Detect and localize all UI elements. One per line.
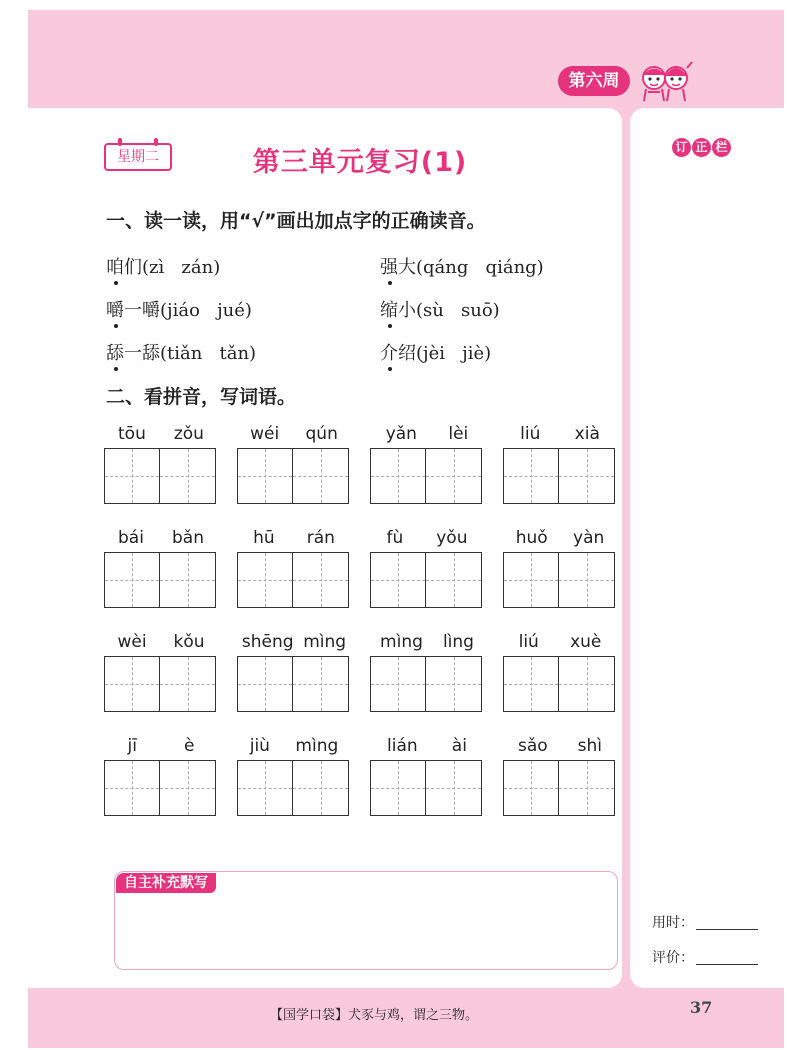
- page-title: 第三单元复习(1): [252, 147, 468, 178]
- writing-cell[interactable]: [503, 760, 559, 816]
- tianzige-grid: [104, 656, 218, 712]
- page-number: 37: [690, 998, 713, 1017]
- pinyin-syllable: tōu: [118, 424, 146, 444]
- writing-cell[interactable]: [293, 552, 349, 608]
- word-item: [503, 424, 617, 504]
- word-item: [104, 424, 218, 504]
- tianzige-grid: [370, 448, 484, 504]
- word-item: [370, 424, 484, 504]
- pinyin-label: [104, 528, 218, 552]
- week-badge: 第六周: [558, 66, 630, 96]
- writing-cell[interactable]: [559, 552, 615, 608]
- writing-cell[interactable]: [293, 656, 349, 712]
- word-item: [237, 632, 351, 712]
- section-2-heading: 二、看拼音，写词语。: [106, 386, 297, 408]
- pinyin-label: [104, 424, 218, 448]
- pinyin-syllable: rán: [306, 528, 335, 548]
- writing-cell[interactable]: [559, 448, 615, 504]
- rating-blank[interactable]: [696, 964, 758, 965]
- pinyin-syllable: jiù: [249, 736, 270, 756]
- pinyin-label: [237, 736, 351, 760]
- word-item: [237, 424, 351, 504]
- pinyin-syllable: yàn: [573, 528, 605, 548]
- reading-item[interactable]: 嚼一嚼(jiáo jué): [106, 296, 252, 322]
- pinyin-syllable: shì: [577, 736, 602, 756]
- pinyin-syllable: wéi: [250, 424, 280, 444]
- tianzige-grid: [503, 448, 617, 504]
- pinyin-syllable: qún: [305, 424, 338, 444]
- tianzige-grid: [104, 552, 218, 608]
- pinyin-syllable: wèi: [117, 632, 147, 652]
- writing-cell[interactable]: [370, 760, 426, 816]
- tianzige-grid: [503, 656, 617, 712]
- pinyin-syllable: xià: [574, 424, 600, 444]
- writing-cell[interactable]: [160, 552, 216, 608]
- word-item: [237, 528, 351, 608]
- writing-cell[interactable]: [370, 552, 426, 608]
- pinyin-syllable: xuè: [570, 632, 602, 652]
- writing-cell[interactable]: [160, 760, 216, 816]
- time-field[interactable]: 用时：: [652, 912, 758, 932]
- pinyin-label: [104, 736, 218, 760]
- writing-cell[interactable]: [503, 448, 559, 504]
- pinyin-syllable: shēng: [241, 632, 294, 652]
- pinyin-label: [370, 736, 484, 760]
- reading-item[interactable]: 缩小(sù suō): [380, 296, 500, 322]
- pinyin-syllable: hū: [253, 528, 275, 548]
- pinyin-syllable: ài: [451, 736, 467, 756]
- pinyin-syllable: lián: [387, 736, 418, 756]
- writing-cell[interactable]: [293, 448, 349, 504]
- pinyin-syllable: yǎn: [385, 424, 417, 444]
- writing-cell[interactable]: [237, 448, 293, 504]
- tianzige-grid: [503, 552, 617, 608]
- writing-cell[interactable]: [426, 656, 482, 712]
- pinyin-label: [237, 632, 351, 656]
- tianzige-grid: [370, 656, 484, 712]
- section-1-heading: 一、读一读，用“√”画出加点字的正确读音。: [106, 210, 486, 232]
- correction-char: 栏: [712, 138, 731, 157]
- word-item: [237, 736, 351, 816]
- writing-cell[interactable]: [160, 656, 216, 712]
- pinyin-label: [503, 528, 617, 552]
- pinyin-syllable: jī: [127, 736, 137, 756]
- writing-cell[interactable]: [370, 448, 426, 504]
- word-item: [104, 528, 218, 608]
- writing-cell[interactable]: [104, 448, 160, 504]
- writing-cell[interactable]: [237, 760, 293, 816]
- pinyin-syllable: liú: [520, 424, 541, 444]
- writing-cell[interactable]: [104, 552, 160, 608]
- writing-cell[interactable]: [559, 760, 615, 816]
- writing-cell[interactable]: [370, 656, 426, 712]
- pinyin-syllable: zǒu: [173, 424, 204, 444]
- tianzige-grid: [104, 448, 218, 504]
- word-item: [370, 528, 484, 608]
- pinyin-label: [503, 424, 617, 448]
- pinyin-syllable: huǒ: [515, 528, 548, 548]
- word-item: [104, 736, 218, 816]
- writing-cell[interactable]: [293, 760, 349, 816]
- writing-cell[interactable]: [160, 448, 216, 504]
- correction-column-title: [672, 138, 731, 157]
- pinyin-label: [104, 632, 218, 656]
- writing-cell[interactable]: [503, 656, 559, 712]
- word-item: [104, 632, 218, 712]
- pinyin-label: [370, 424, 484, 448]
- correction-char: 订: [672, 138, 691, 157]
- correction-char: 正: [692, 138, 711, 157]
- day-badge: 星期二: [104, 143, 172, 171]
- pinyin-label: [237, 424, 351, 448]
- pinyin-syllable: liú: [518, 632, 539, 652]
- writing-cell[interactable]: [104, 760, 160, 816]
- reading-item[interactable]: 舔一舔(tiǎn tǎn): [106, 339, 256, 365]
- word-item: [503, 736, 617, 816]
- tianzige-grid: [503, 760, 617, 816]
- word-item: [370, 632, 484, 712]
- pinyin-syllable: sǎo: [517, 736, 548, 756]
- kids-icon: [636, 58, 694, 102]
- word-item: [370, 736, 484, 816]
- writing-cell[interactable]: [237, 656, 293, 712]
- pinyin-label: [503, 632, 617, 656]
- pinyin-label: [503, 736, 617, 760]
- writing-cell[interactable]: [426, 552, 482, 608]
- tianzige-grid: [104, 760, 218, 816]
- pinyin-syllable: yǒu: [436, 528, 468, 548]
- writing-cell[interactable]: [426, 760, 482, 816]
- writing-cell[interactable]: [104, 656, 160, 712]
- supplement-label: 自主补充默写: [116, 873, 216, 893]
- tianzige-grid: [237, 760, 351, 816]
- reading-item[interactable]: 强大(qáng qiáng): [380, 253, 544, 279]
- time-blank[interactable]: [696, 929, 758, 930]
- writing-cell[interactable]: [503, 552, 559, 608]
- rating-field[interactable]: 评价：: [652, 947, 758, 967]
- pinyin-syllable: è: [184, 736, 195, 756]
- tianzige-grid: [370, 760, 484, 816]
- tianzige-grid: [237, 552, 351, 608]
- tianzige-grid: [370, 552, 484, 608]
- pinyin-label: [370, 632, 484, 656]
- writing-cell[interactable]: [426, 448, 482, 504]
- word-item: [503, 528, 617, 608]
- pinyin-syllable: mìng: [295, 736, 339, 756]
- pinyin-label: [237, 528, 351, 552]
- pinyin-syllable: bǎn: [171, 528, 204, 548]
- pinyin-syllable: mìng: [380, 632, 423, 652]
- reading-item[interactable]: 咱们(zì zán): [106, 253, 220, 279]
- pinyin-syllable: lìng: [442, 632, 474, 652]
- pinyin-syllable: fù: [386, 528, 404, 548]
- writing-cell[interactable]: [559, 656, 615, 712]
- pinyin-syllable: bái: [118, 528, 144, 548]
- reading-item[interactable]: 介绍(jèi jiè): [380, 339, 491, 365]
- footer-quote: 【国学口袋】犬豕与鸡，谓之三物。: [270, 1008, 479, 1023]
- pinyin-syllable: kǒu: [173, 632, 205, 652]
- tianzige-grid: [237, 656, 351, 712]
- pinyin-label: [370, 528, 484, 552]
- writing-cell[interactable]: [237, 552, 293, 608]
- pinyin-syllable: lèi: [448, 424, 469, 444]
- tianzige-grid: [237, 448, 351, 504]
- correction-column: [630, 108, 784, 988]
- pinyin-syllable: mìng: [303, 632, 347, 652]
- word-item: [503, 632, 617, 712]
